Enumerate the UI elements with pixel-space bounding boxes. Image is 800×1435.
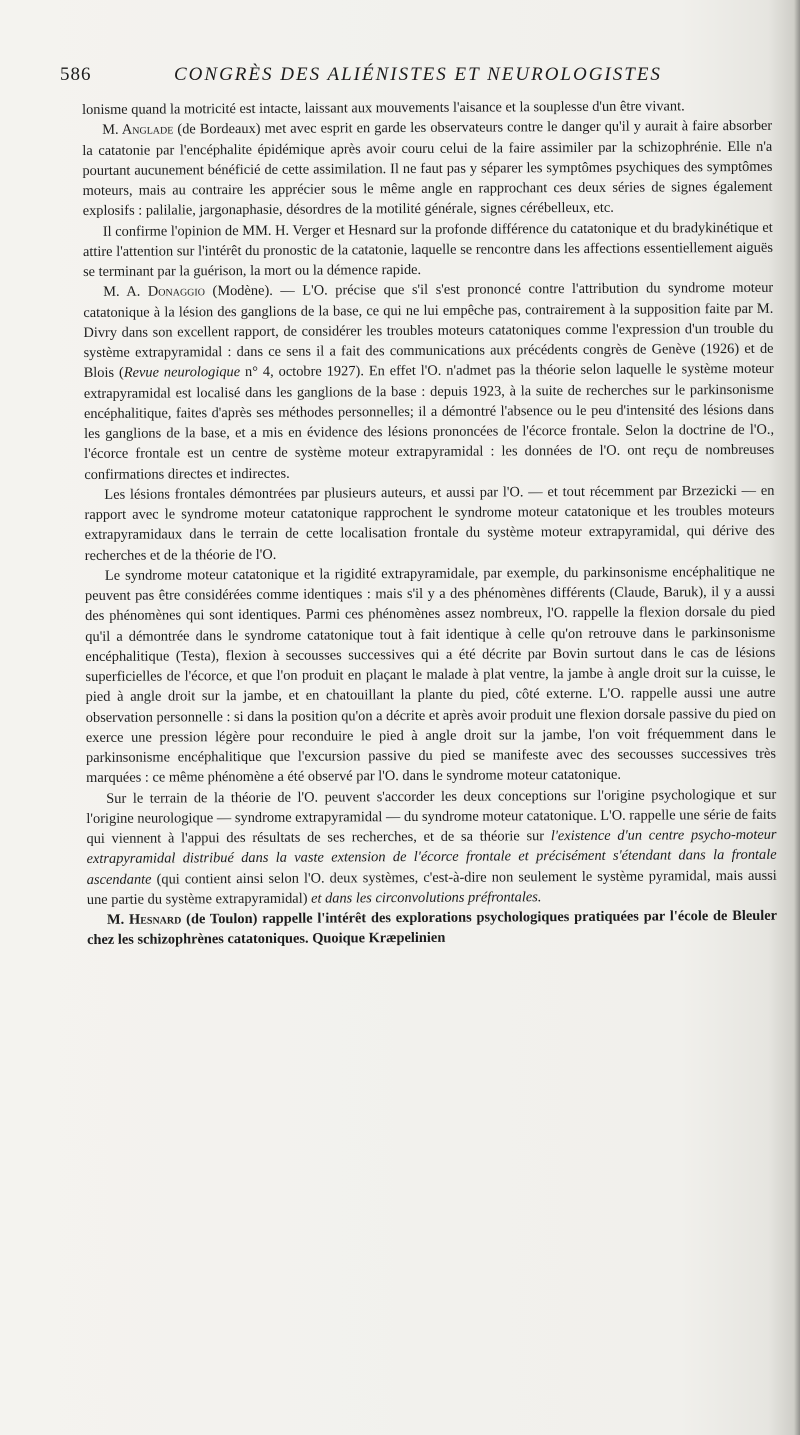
emphasis-text: l'existence d'un centre psycho-moteur extrapyramidal distribué dans la vaste extension de l'écorce frontale et précisément s'étendant dans la frontale ascendante <box>86 826 777 888</box>
paragraph-anglade <box>82 116 773 221</box>
author-name: M. Hesnard <box>106 911 182 928</box>
author-name: M. Anglade <box>102 121 174 139</box>
paragraph-text: (Modène). — L'O. précise que s'il s'est prononcé contre l'attribution du syndrome moteur catatonique à la lésion des ganglions de la base, ce qui ne lui empêche pas, contrairement à la supposition faite par M. Divry dans son excellent rapport, de considérer les troubles moteurs catatoniques comme l'expression d'un trouble du système extrapyramidal : dans ce sens il a fait des communications aux précédents congrès de Genève (1926) et de Blois ( <box>83 280 774 382</box>
body-text <box>82 96 777 951</box>
running-title: CONGRÈS DES ALIÉNISTES ET NEUROLOGISTES <box>174 64 662 85</box>
paragraph-text: Sur le terrain de la théorie de l'O. peuvent s'accorder les deux conceptions sur l'origine psychologique et sur l'origine neurologique — syndrome extrapyramidal — du syndrome moteur catatonique. L'O. rappelle une série de faits qui viennent à l'appui des résultats de ses recherches, et de sa théorie sur <box>86 786 777 847</box>
paragraph-text: (qui contient ainsi selon l'O. deux systèmes, c'est-à-dire non seulement le système pyramidal, mais aussi une partie du système extrapyramidal) <box>86 867 777 908</box>
reference-title: Revue neurologique <box>123 364 241 381</box>
paragraph-catatonic-syndrome <box>85 562 776 789</box>
paragraph-text: Il confirme l'opinion de MM. H. Verger et Hesnard sur la profonde différence du catatonique et du bradykinétique et attire l'attention sur l'intérêt du pronostic de la catatonie, laquelle se rencontre dans les affections essentiellement aiguës se terminant par la guérison, la mort ou la démence rapide. <box>82 219 773 280</box>
paragraph-text: (de Bordeaux) met avec esprit en garde les observateurs contre le danger qu'il y aurait à faire absorber la catatonie par l'encéphalite épidémique après avoir couru celui de la faire assimiler par la schizophrénie. Elle n'a pourtant aucunement bénéficié de cette assimilation. Il ne faut pas y séparer les symptômes psychiques des symptômes moteurs, mais au contraire les apprécier sous le même angle en rapprochant ces deux séries de signes également explosifs : palilalie, jargonaphasie, désordres de la motilité générale, signes cérébelleux, etc. <box>82 118 773 220</box>
page-edge-shadow <box>794 0 800 1435</box>
paragraph-text: lonisme quand la motricité est intacte, laissant aux mouvements l'aisance et la souplesse d'un être vivant. <box>82 98 685 118</box>
paragraph-theory <box>86 784 777 910</box>
paragraph-donaggio <box>83 278 774 485</box>
paragraph-text: Le syndrome moteur catatonique et la rigidité extrapyramidale, par exemple, du parkinsonisme encéphalitique ne peuvent pas être considérées comme identiques : mais s'il y a des phénomènes différents (Claude, Baruk), il y a aussi des phénomènes qui sont identiques. Parmi ces phénomènes assez nombreux, l'O. rappelle la flexion dorsale du pied qu'il a démontrée dans le syndrome catatonique tout à fait identique à celle qu'on retrouve dans le parkinsonisme encéphalitique (Testa), flexion à secousses successives qui a été décrite par Bovin surtout dans le cas de lésions superficielles de l'écorce, et que l'on produit en plaçant le malade à plat ventre, la jambe à angle droit sur la cuisse, le pied à angle droit sur la jambe, et en chatouillant la plante du pied, côté externe. L'O. rappelle aussi une autre observation personnelle : si dans la position qu'on a décrite et après avoir produit une flexion dorsale passive du pied on exerce une pression légère pour reconduire le pied à angle droit sur la jambe, l'on voit fréquemment dans le parkinsonisme encéphalitique que l'excursion passive du pied se manifeste avec des secousses successives très marquées : ce même phénomène a été observé par l'O. dans le syndrome moteur catatonique. <box>84 563 777 787</box>
paragraph-text: Les lésions frontales démontrées par plusieurs auteurs, et aussi par l'O. — et tout récemment par Brzezicki — en rapport avec le syndrome moteur catatonique rapprochent le syndrome moteur catatonique et les troubles moteurs extrapyramidaux dans le terrain de cette localisation frontale du système moteur extrapyramidal, qui dérive des recherches et de la théorie de l'O. <box>84 482 775 564</box>
paragraph-frontal-lesions <box>84 481 774 566</box>
emphasis-text: et dans les circonvolutions préfrontales. <box>311 888 542 907</box>
running-head <box>60 64 760 90</box>
paragraph-hesnard <box>87 906 777 951</box>
page-number: 586 <box>60 64 92 85</box>
paragraph-text: (de Toulon) rappelle l'intérêt des explorations psychologiques pratiquées par l'école de Bleuler chez les schizophrènes catatoniques. Quoique Kræpelinien <box>87 907 778 949</box>
author-name: M. A. Donaggio <box>103 283 205 301</box>
paragraph-text: n° 4, octobre 1927). En effet l'O. n'admet pas la théorie selon laquelle le système moteur extrapyramidal est localisé dans les ganglions de la base : depuis 1923, à la suite de recherches sur le parkinsonisme encéphalitique, faites d'après ses méthodes personnelles; il a démontré l'absence ou le peu d'intensité des lésions dans les ganglions de la base, et a mis en évidence des lésions prononcées de l'écorce frontale. Selon la doctrine de l'O., l'écorce frontale est un centre de système moteur extrapyramidal : les données de l'O. ont reçu de nombreuses confirmations directes et indirectes. <box>83 361 775 483</box>
paragraph-anglade-2 <box>83 217 773 282</box>
